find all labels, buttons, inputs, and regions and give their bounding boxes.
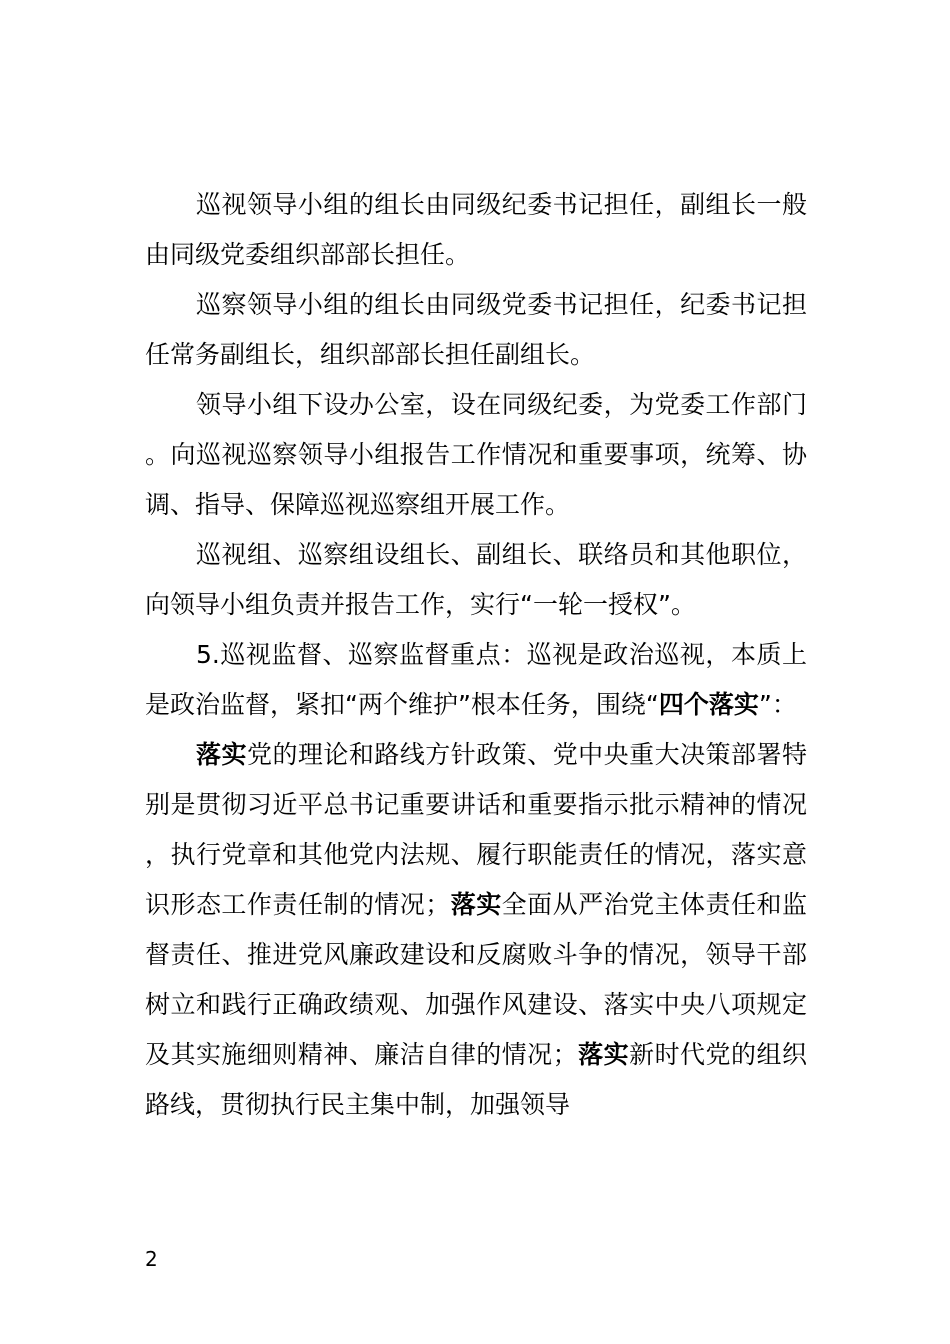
bold-term: 落实 xyxy=(577,1040,630,1069)
paragraph-text: 5.巡视监督、巡察监督重点：巡视是政治巡视，本质上是政治监督，紧扣“两个维护”根本任务，围绕“ xyxy=(145,640,807,719)
paragraph-text: 巡察领导小组的组长由同级党委书记担任，纪委书记担任常务副组长，组织部部长担任副组长。 xyxy=(145,290,807,369)
paragraph-text: 党的理论和路线方针政策、党中央重大决策部署特别是贯彻习近平总书记重要讲话和重要指示批示精神的情况，执行党章和其他党内法规、履行职能责任的情况，落实意识形态工作责任制的情况； xyxy=(145,740,807,919)
paragraph-text: 全面从严治党主体责任和监督责任、推进党风廉政建设和反腐败斗争的情况，领导干部树立和践行正确政绩观、加强作风建设、落实中央八项规定及其实施细则精神、廉洁自律的情况； xyxy=(145,890,807,1069)
paragraph-team-positions xyxy=(145,530,807,630)
bold-term: 四个落实 xyxy=(658,690,759,719)
paragraph-text: 巡视组、巡察组设组长、副组长、联络员和其他职位，向领导小组负责并报告工作，实行“一轮一授权”。 xyxy=(145,540,807,619)
paragraph-four-implementations xyxy=(145,730,807,1130)
paragraph-inspection-group xyxy=(145,280,807,380)
page-number: 2 xyxy=(145,1247,158,1271)
paragraph-office xyxy=(145,380,807,530)
paragraph-text: 巡视领导小组的组长由同级纪委书记担任，副组长一般由同级党委组织部部长担任。 xyxy=(145,190,807,269)
body-text xyxy=(145,180,807,1130)
paragraph-leader-group xyxy=(145,180,807,280)
bold-term: 落实 xyxy=(450,890,502,919)
paragraph-text: 领导小组下设办公室，设在同级纪委，为党委工作部门。向巡视巡察领导小组报告工作情况和重要事项，统筹、协调、指导、保障巡视巡察组开展工作。 xyxy=(145,390,807,519)
paragraph-supervision-focus xyxy=(145,630,807,730)
bold-term: 落实 xyxy=(196,740,247,769)
paragraph-text: ”： xyxy=(758,690,797,719)
paragraph-text: 新时代党的组织路线，贯彻执行民主集中制，加强领导 xyxy=(145,1040,807,1119)
